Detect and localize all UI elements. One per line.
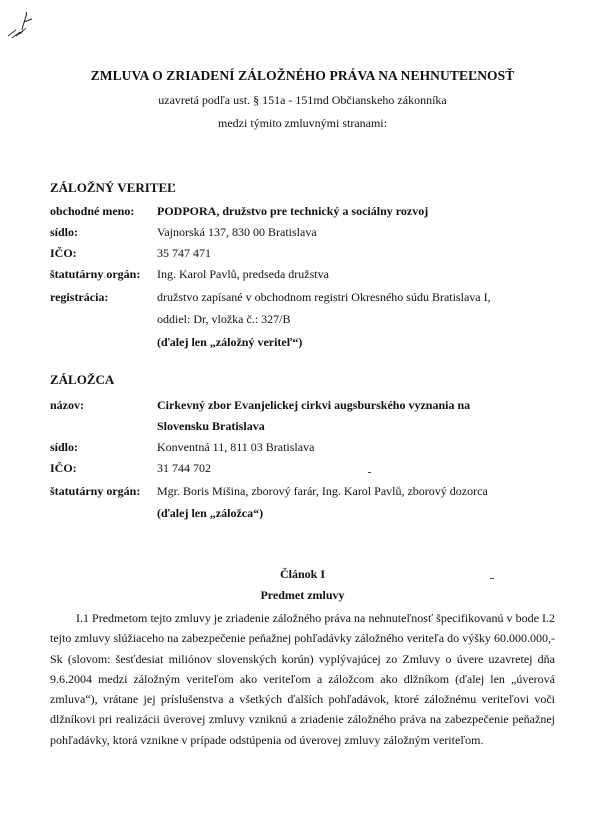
pledgee-ico-label: IČO:: [50, 246, 77, 260]
pledgor-name-value-2: Slovensku Bratislava: [157, 419, 265, 433]
pledgor-ico-label: IČO:: [50, 461, 77, 475]
pledgee-statutory-value: Ing. Karol Pavlů, predseda družstva: [157, 267, 329, 281]
pledgor-seat-label: sídlo:: [50, 440, 79, 454]
pledgor-statutory-label: štatutárny orgán:: [50, 484, 141, 498]
pledgor-seat-value: Konventná 11, 811 03 Bratislava: [157, 440, 315, 454]
article-title: Predmet zmluvy: [260, 588, 345, 602]
pledgee-heading: ZÁLOŽNÝ VERITEĽ: [50, 180, 176, 195]
pledgor-name-value: Cirkevný zbor Evanjelickej cirkvi augsburského vyznania na: [157, 398, 471, 412]
pledgor-alias: (ďalej len „záložca“): [157, 506, 264, 520]
scan-speck: [368, 472, 371, 473]
article-paragraph: I.1 Predmetom tejto zmluvy je zriadenie záložného práva na nehnuteľnosť špecifikovanú v bode I.2 tejto zmluvy slúžiaceho na zabezpečenie peňažnej pohľadávky záložného veriteľa do výšky 60.000.000,- Sk (slovom: šesťdesiat miliónov slovenských korún) vyplývajúcej zo Zmluvy o úvere uzavretej dňa 9.6.2004 medzi záložným veriteľom ako veriteľom a záložcom ako dlžníkom (ďalej len „úverová zmluva“), vrátane jej príslušenstva a všetkých ďalších pohľadávok, ktoré záložnému veriteľovi voči dlžníkovi pri realizácii úverovej zmluvy vzniknú a zriadenie záložného práva na zabezpečenie peňažnej pohľadávky, ktorá vznikne v prípade odstúpenia od úverovej zmluvy záložným veriteľom.: [50, 611, 555, 747]
pledgee-statutory-label: štatutárny orgán:: [50, 267, 141, 281]
pledgor-ico-value: 31 744 702: [157, 461, 211, 475]
handwritten-mark: [6, 10, 40, 40]
pledgee-ico-value: 35 747 471: [157, 246, 211, 260]
article-number: Článok I: [279, 567, 326, 581]
pledgee-business-name-label: obchodné meno:: [50, 204, 135, 218]
document-title: ZMLUVA O ZRIADENÍ ZÁLOŽNÉHO PRÁVA NA NEHNUTEĽNOSŤ: [90, 68, 515, 83]
pledgee-seat-value: Vajnorská 137, 830 00 Bratislava: [157, 225, 317, 239]
pledgor-name-label: názov:: [50, 398, 84, 412]
pledgor-statutory-value: Mgr. Boris Mišina, zborový farár, Ing. Karol Pavlů, zborový dozorca: [157, 484, 488, 498]
pledgee-business-name-value: PODPORA, družstvo pre technický a sociálny rozvoj: [157, 204, 429, 218]
document-subtitle-parties: medzi týmito zmluvnými stranami:: [218, 116, 387, 130]
pledgee-registration-value-2: oddiel: Dr, vložka č.: 327/B: [157, 312, 291, 326]
pledgee-registration-value: družstvo zapísané v obchodnom registri Okresného súdu Bratislava I,: [157, 290, 491, 304]
pledgor-heading: ZÁLOŽCA: [50, 372, 115, 387]
scan-speck: [490, 578, 494, 579]
pledgee-seat-label: sídlo:: [50, 225, 79, 239]
document-subtitle: uzavretá podľa ust. § 151a - 151md Občianskeho zákonníka: [158, 93, 447, 107]
pledgee-registration-label: registrácia:: [50, 290, 109, 304]
pledgee-alias: (ďalej len „záložný veriteľ“): [157, 335, 303, 349]
